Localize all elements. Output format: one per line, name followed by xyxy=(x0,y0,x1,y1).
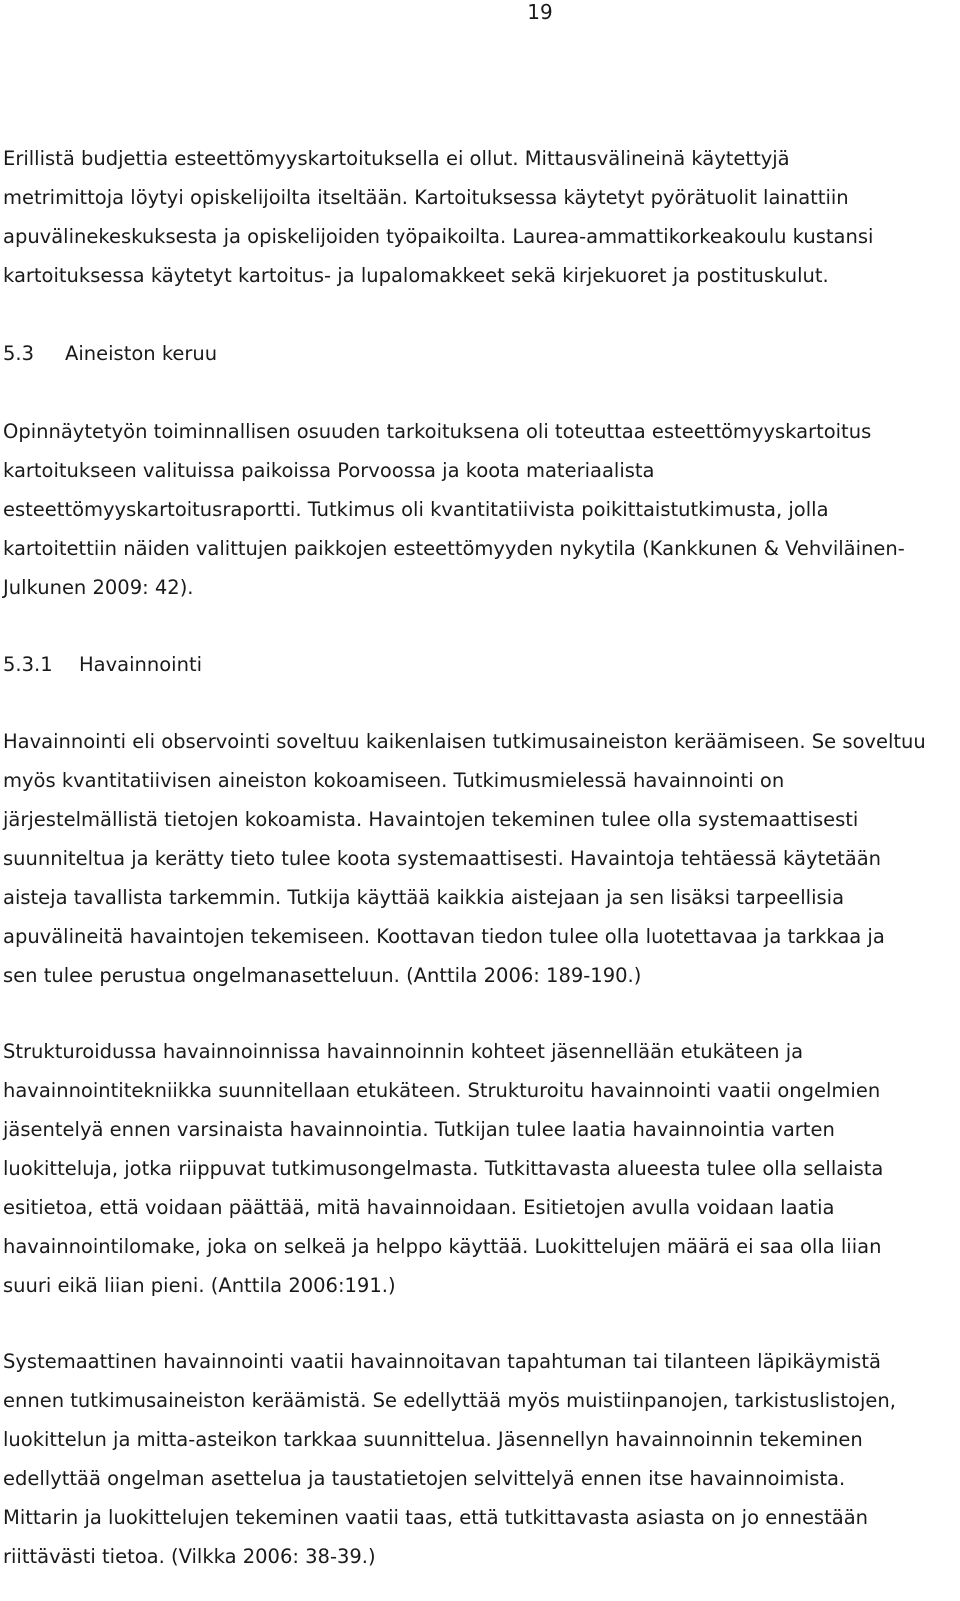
text-line: suuri eikä liian pieni. (Anttila 2006:191.) xyxy=(3,1274,396,1297)
text-line: kartoitettiin näiden valittujen paikkojen esteettömyyden nykytila (Kankkunen & Vehviläinen- xyxy=(3,537,905,560)
paragraph-data-collection xyxy=(3,412,943,607)
paragraph-structured-observation xyxy=(3,1032,943,1305)
text-line: luokitteluja, jotka riippuvat tutkimusongelmasta. Tutkittavasta alueesta tulee olla sellaista xyxy=(3,1157,884,1180)
text-line: Strukturoidussa havainnoinnissa havainnoinnin kohteet jäsennellään etukäteen ja xyxy=(3,1040,804,1063)
text-line: Mittarin ja luokittelujen tekeminen vaatii taas, että tutkittavasta asiasta on jo ennestään xyxy=(3,1506,868,1529)
text-line: edellyttää ongelman asettelua ja taustatietojen selvittelyä ennen itse havainnoimista. xyxy=(3,1467,846,1490)
text-line: esitietoa, että voidaan päättää, mitä havainnoidaan. Esitietojen avulla voidaan laatia xyxy=(3,1196,835,1219)
section-title: Aineiston keruu xyxy=(65,342,218,365)
section-heading-5-3 xyxy=(3,334,217,373)
paragraph-observation xyxy=(3,722,943,995)
text-line: Opinnäytetyön toiminnallisen osuuden tarkoituksena oli toteuttaa esteettömyyskartoitus xyxy=(3,420,872,443)
text-line: havainnointitekniikka suunnitellaan etukäteen. Strukturoitu havainnointi vaatii ongelmien xyxy=(3,1079,881,1102)
text-line: metrimittoja löytyi opiskelijoilta itseltään. Kartoituksessa käytetyt pyörätuolit lainattiin xyxy=(3,186,849,209)
text-line: esteettömyyskartoitusraportti. Tutkimus oli kvantitatiivista poikittaistutkimusta, jolla xyxy=(3,498,829,521)
text-line: apuvälinekeskuksesta ja opiskelijoiden työpaikoilta. Laurea-ammattikorkeakoulu kustansi xyxy=(3,225,874,248)
text-line: Havainnointi eli observointi soveltuu kaikenlaisen tutkimusaineiston keräämiseen. Se soveltuu xyxy=(3,730,926,753)
page-number: 19 xyxy=(527,0,553,24)
text-line: sen tulee perustua ongelmanasetteluun. (Anttila 2006: 189-190.) xyxy=(3,964,642,987)
text-line: ennen tutkimusaineiston keräämistä. Se edellyttää myös muistiinpanojen, tarkistuslistojen, xyxy=(3,1389,896,1412)
paragraph-budget xyxy=(3,139,943,295)
section-title: Havainnointi xyxy=(79,653,203,676)
text-line: luokittelun ja mitta-asteikon tarkkaa suunnittelua. Jäsennellyn havainnoinnin tekeminen xyxy=(3,1428,863,1451)
text-line: apuvälineitä havaintojen tekemiseen. Koottavan tiedon tulee olla luotettavaa ja tarkkaa ja xyxy=(3,925,885,948)
text-line: Julkunen 2009: 42). xyxy=(3,576,194,599)
text-line: kartoituksessa käytetyt kartoitus- ja lupalomakkeet sekä kirjekuoret ja postituskulut. xyxy=(3,264,829,287)
paragraph-systematic-observation xyxy=(3,1342,943,1576)
text-line: järjestelmällistä tietojen kokoamista. Havaintojen tekeminen tulee olla systemaattisesti xyxy=(3,808,859,831)
text-line: Systemaattinen havainnointi vaatii havainnoitavan tapahtuman tai tilanteen läpikäymistä xyxy=(3,1350,881,1373)
section-heading-5-3-1 xyxy=(3,645,202,684)
text-line: havainnointilomake, joka on selkeä ja helppo käyttää. Luokittelujen määrä ei saa olla liian xyxy=(3,1235,882,1258)
text-line: Erillistä budjettia esteettömyyskartoituksella ei ollut. Mittausvälineinä käytettyjä xyxy=(3,147,790,170)
section-number: 5.3 xyxy=(3,342,35,365)
text-line: aisteja tavallista tarkemmin. Tutkija käyttää kaikkia aistejaan ja sen lisäksi tarpeellisia xyxy=(3,886,845,909)
text-line: jäsentelyä ennen varsinaista havainnointia. Tutkijan tulee laatia havainnointia varten xyxy=(3,1118,835,1141)
text-line: riittävästi tietoa. (Vilkka 2006: 38-39.) xyxy=(3,1545,376,1568)
text-line: kartoitukseen valituissa paikoissa Porvoossa ja koota materiaalista xyxy=(3,459,655,482)
text-line: suunniteltua ja kerätty tieto tulee koota systemaattisesti. Havaintoja tehtäessä käytetään xyxy=(3,847,882,870)
text-line: myös kvantitatiivisen aineiston kokoamiseen. Tutkimusmielessä havainnointi on xyxy=(3,769,785,792)
section-number: 5.3.1 xyxy=(3,653,53,676)
